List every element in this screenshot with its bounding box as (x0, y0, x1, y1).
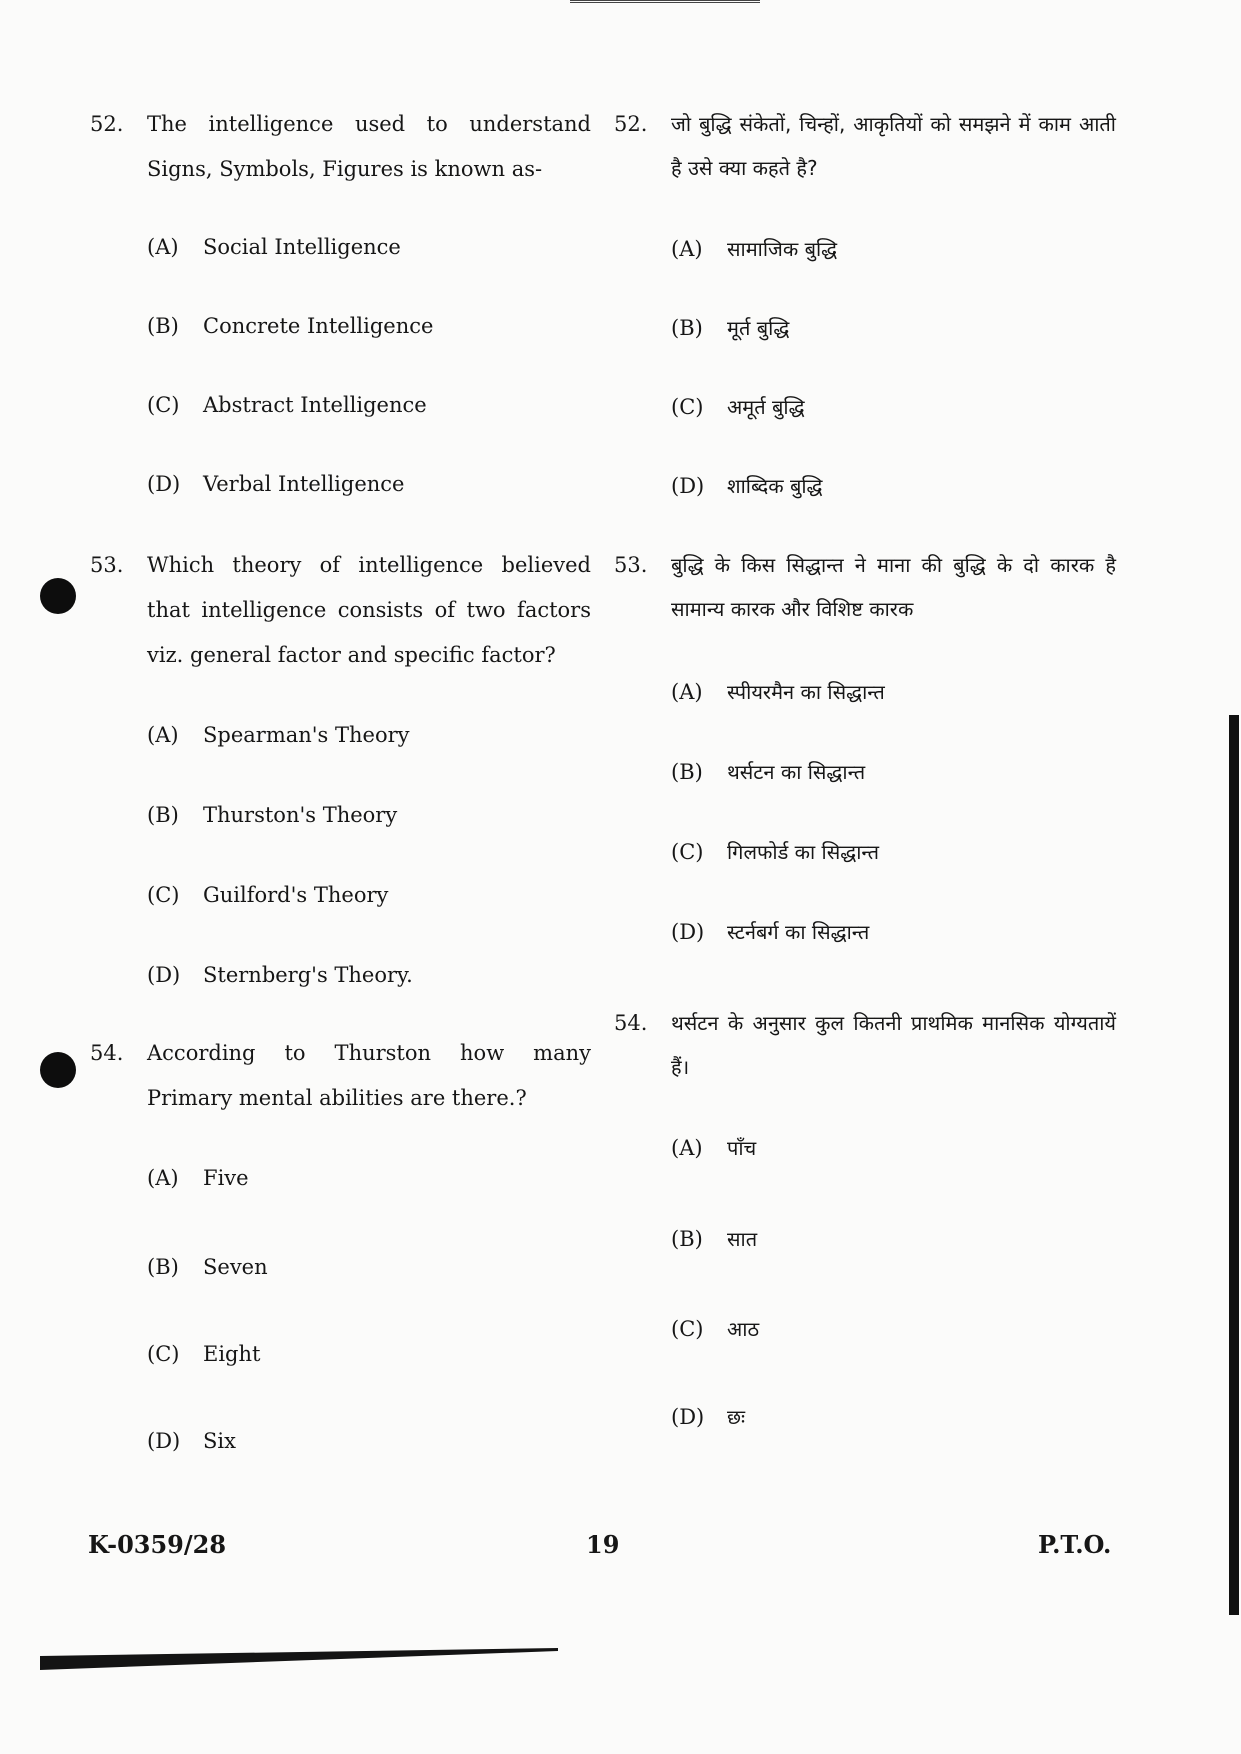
option-d[interactable] (671, 472, 823, 499)
option-d[interactable] (147, 963, 413, 987)
option-letter: (B) (147, 803, 179, 827)
option-text: Seven (203, 1255, 268, 1279)
option-text: मूर्त बुद्धि (727, 316, 790, 340)
scan-edge-bar (1229, 715, 1239, 1615)
option-b[interactable] (147, 1255, 268, 1279)
option-c[interactable] (147, 1342, 260, 1366)
option-a[interactable] (671, 235, 837, 262)
option-letter: (A) (147, 1166, 179, 1190)
option-text: सामाजिक बुद्धि (727, 237, 838, 261)
option-text: Sternberg's Theory. (203, 963, 413, 987)
page-number: 19 (586, 1530, 620, 1559)
option-letter: (C) (671, 1317, 704, 1341)
option-a[interactable] (671, 678, 885, 705)
option-letter: (B) (671, 760, 703, 784)
option-b[interactable] (147, 314, 433, 338)
option-text: सात (727, 1227, 758, 1251)
registration-dot (40, 578, 76, 614)
option-text: Concrete Intelligence (203, 314, 434, 338)
question-number: 54. (614, 1011, 648, 1035)
option-text: गिलफोर्ड का सिद्धान्त (727, 840, 879, 864)
option-c[interactable] (147, 883, 388, 907)
question-text: थर्सटन के अनुसार कुल कितनी प्राथमिक मानसिक योग्यतायें हैं। (671, 1011, 1116, 1079)
option-text: शाब्दिक बुद्धि (727, 474, 823, 498)
option-text: छः (727, 1405, 746, 1429)
question-number: 54. (90, 1041, 124, 1065)
option-text: आठ (727, 1317, 760, 1341)
option-text: स्पीयरमैन का सिद्धान्त (727, 680, 885, 704)
option-b[interactable] (671, 314, 789, 341)
option-text: स्टर्नबर्ग का सिद्धान्त (727, 920, 870, 944)
option-d[interactable] (671, 1403, 745, 1430)
option-c[interactable] (671, 838, 879, 865)
option-letter: (A) (671, 1136, 703, 1160)
scan-bottom-bar (40, 1648, 558, 1670)
option-letter: (D) (147, 472, 181, 496)
option-letter: (B) (147, 1255, 179, 1279)
option-letter: (A) (671, 680, 703, 704)
option-letter: (A) (671, 237, 703, 261)
question-text: जो बुद्धि संकेतों, चिन्हों, आकृतियों को समझने में काम आती है उसे क्या कहते है? (671, 112, 1116, 180)
option-letter: (B) (671, 1227, 703, 1251)
option-letter: (C) (671, 840, 704, 864)
option-text: अमूर्त बुद्धि (727, 395, 805, 419)
option-text: Abstract Intelligence (203, 393, 427, 417)
question-number: 53. (614, 553, 648, 577)
option-d[interactable] (147, 1429, 236, 1453)
option-letter: (D) (671, 474, 705, 498)
option-text: Verbal Intelligence (203, 472, 405, 496)
option-letter: (C) (671, 395, 704, 419)
option-b[interactable] (671, 1225, 757, 1252)
option-c[interactable] (671, 1315, 759, 1342)
option-a[interactable] (147, 235, 401, 259)
option-b[interactable] (147, 803, 397, 827)
paper-code: K-0359/28 (88, 1530, 227, 1559)
option-text: Guilford's Theory (203, 883, 389, 907)
option-letter: (D) (671, 1405, 705, 1429)
option-d[interactable] (671, 918, 869, 945)
option-letter: (A) (147, 235, 179, 259)
option-letter: (B) (671, 316, 703, 340)
option-c[interactable] (671, 393, 805, 420)
pto-label: P.T.O. (1038, 1530, 1112, 1559)
option-text: Six (203, 1429, 236, 1453)
option-letter: (D) (147, 963, 181, 987)
option-text: Social Intelligence (203, 235, 401, 259)
option-a[interactable] (147, 1166, 249, 1190)
question-text: The intelligence used to understand Signs, Symbols, Figures is known as- (147, 112, 591, 181)
option-letter: (B) (147, 314, 179, 338)
option-text: Spearman's Theory (203, 723, 410, 747)
option-a[interactable] (147, 723, 410, 747)
option-text: थर्सटन का सिद्धान्त (727, 760, 866, 784)
top-edge-mark (570, 0, 760, 8)
option-b[interactable] (671, 758, 865, 785)
option-letter: (C) (147, 883, 180, 907)
question-text: Which theory of intelligence believed that intelligence consists of two factors viz. general factor and specific factor? (147, 553, 591, 667)
option-letter: (C) (147, 1342, 180, 1366)
question-number: 52. (614, 112, 648, 136)
option-text: Five (203, 1166, 249, 1190)
question-text: बुद्धि के किस सिद्धान्त ने माना की बुद्धि के दो कारक है सामान्य कारक और विशिष्ट कारक (671, 553, 1116, 621)
option-text: Eight (203, 1342, 261, 1366)
option-d[interactable] (147, 472, 404, 496)
question-number: 53. (90, 553, 124, 577)
option-letter: (A) (147, 723, 179, 747)
question-text: According to Thurston how many Primary mental abilities are there.? (147, 1041, 591, 1110)
option-text: पाँच (727, 1136, 757, 1160)
option-letter: (D) (147, 1429, 181, 1453)
question-number: 52. (90, 112, 124, 136)
option-letter: (D) (671, 920, 705, 944)
option-a[interactable] (671, 1134, 756, 1161)
option-text: Thurston's Theory (203, 803, 398, 827)
registration-dot (40, 1052, 76, 1088)
option-letter: (C) (147, 393, 180, 417)
option-c[interactable] (147, 393, 427, 417)
